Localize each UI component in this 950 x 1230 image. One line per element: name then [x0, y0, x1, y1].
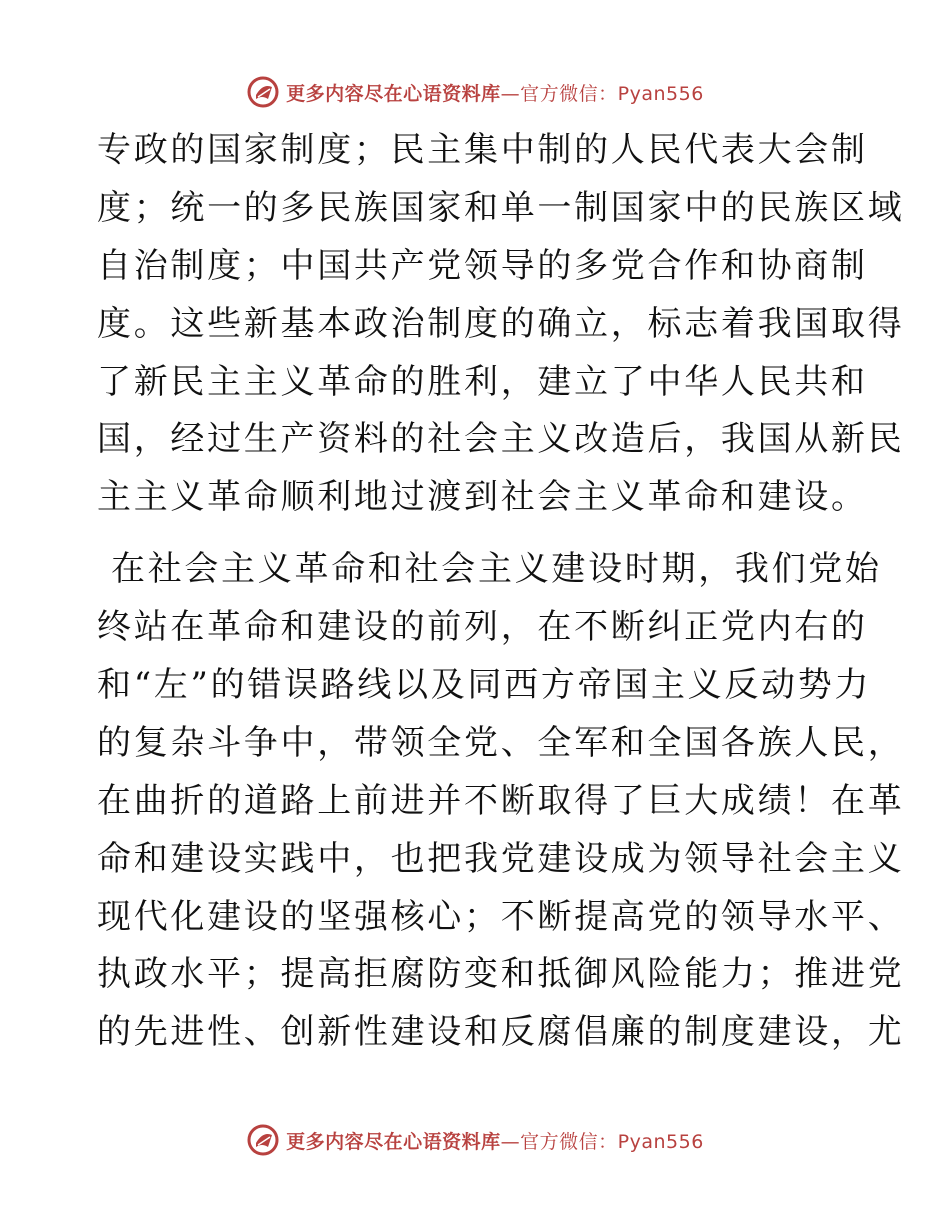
paragraph-2 [97, 541, 905, 1062]
text-line: 在社会主义革命和社会主义建设时期，我们党始 [111, 549, 882, 590]
text-line: 执政水平；提高拒腐防变和抵御风险能力；推进党 [97, 954, 905, 995]
text-line: 主主义革命顺利地过渡到社会主义革命和建设。 [97, 477, 868, 518]
footer-watermark [0, 1120, 950, 1160]
document-body [97, 122, 905, 1062]
text-line: 终站在革命和建设的前列，在不断纠正党内右的 [97, 607, 868, 648]
header-watermark [0, 72, 950, 112]
header-brand-text: 更多内容尽在心语资料库 [286, 82, 501, 105]
book-logo-icon [246, 1123, 280, 1157]
text-line: 了新民主主义革命的胜利，建立了中华人民共和 [97, 361, 868, 402]
book-logo-icon [246, 75, 280, 109]
footer-brand-text: 更多内容尽在心语资料库 [286, 1130, 501, 1153]
footer-contact-text: —官方微信：Pyan556 [500, 1130, 704, 1153]
header-contact-text: —官方微信：Pyan556 [500, 82, 704, 105]
text-line: 现代化建设的坚强核心；不断提高党的领导水平、 [97, 896, 905, 937]
text-line: 自治制度；中国共产党领导的多党合作和协商制 [97, 245, 868, 286]
text-line: 度；统一的多民族国家和单一制国家中的民族区域 [97, 187, 905, 228]
text-line: 国，经过生产资料的社会主义改造后，我国从新民 [97, 419, 905, 460]
paragraph-1 [97, 122, 905, 527]
text-line: 的先进性、创新性建设和反腐倡廉的制度建设，尤 [97, 1012, 905, 1053]
text-line: 专政的国家制度；民主集中制的人民代表大会制 [97, 130, 868, 170]
text-line: 度。这些新基本政治制度的确立，标志着我国取得 [97, 303, 905, 344]
text-line: 在曲折的道路上前进并不断取得了巨大成绩！在革 [97, 780, 905, 821]
text-line: 的复杂斗争中，带领全党、全军和全国各族人民， [97, 722, 905, 763]
text-line: 和“左”的错误路线以及同西方帝国主义反动势力 [97, 665, 872, 706]
text-line: 命和建设实践中，也把我党建设成为领导社会主义 [97, 838, 905, 879]
